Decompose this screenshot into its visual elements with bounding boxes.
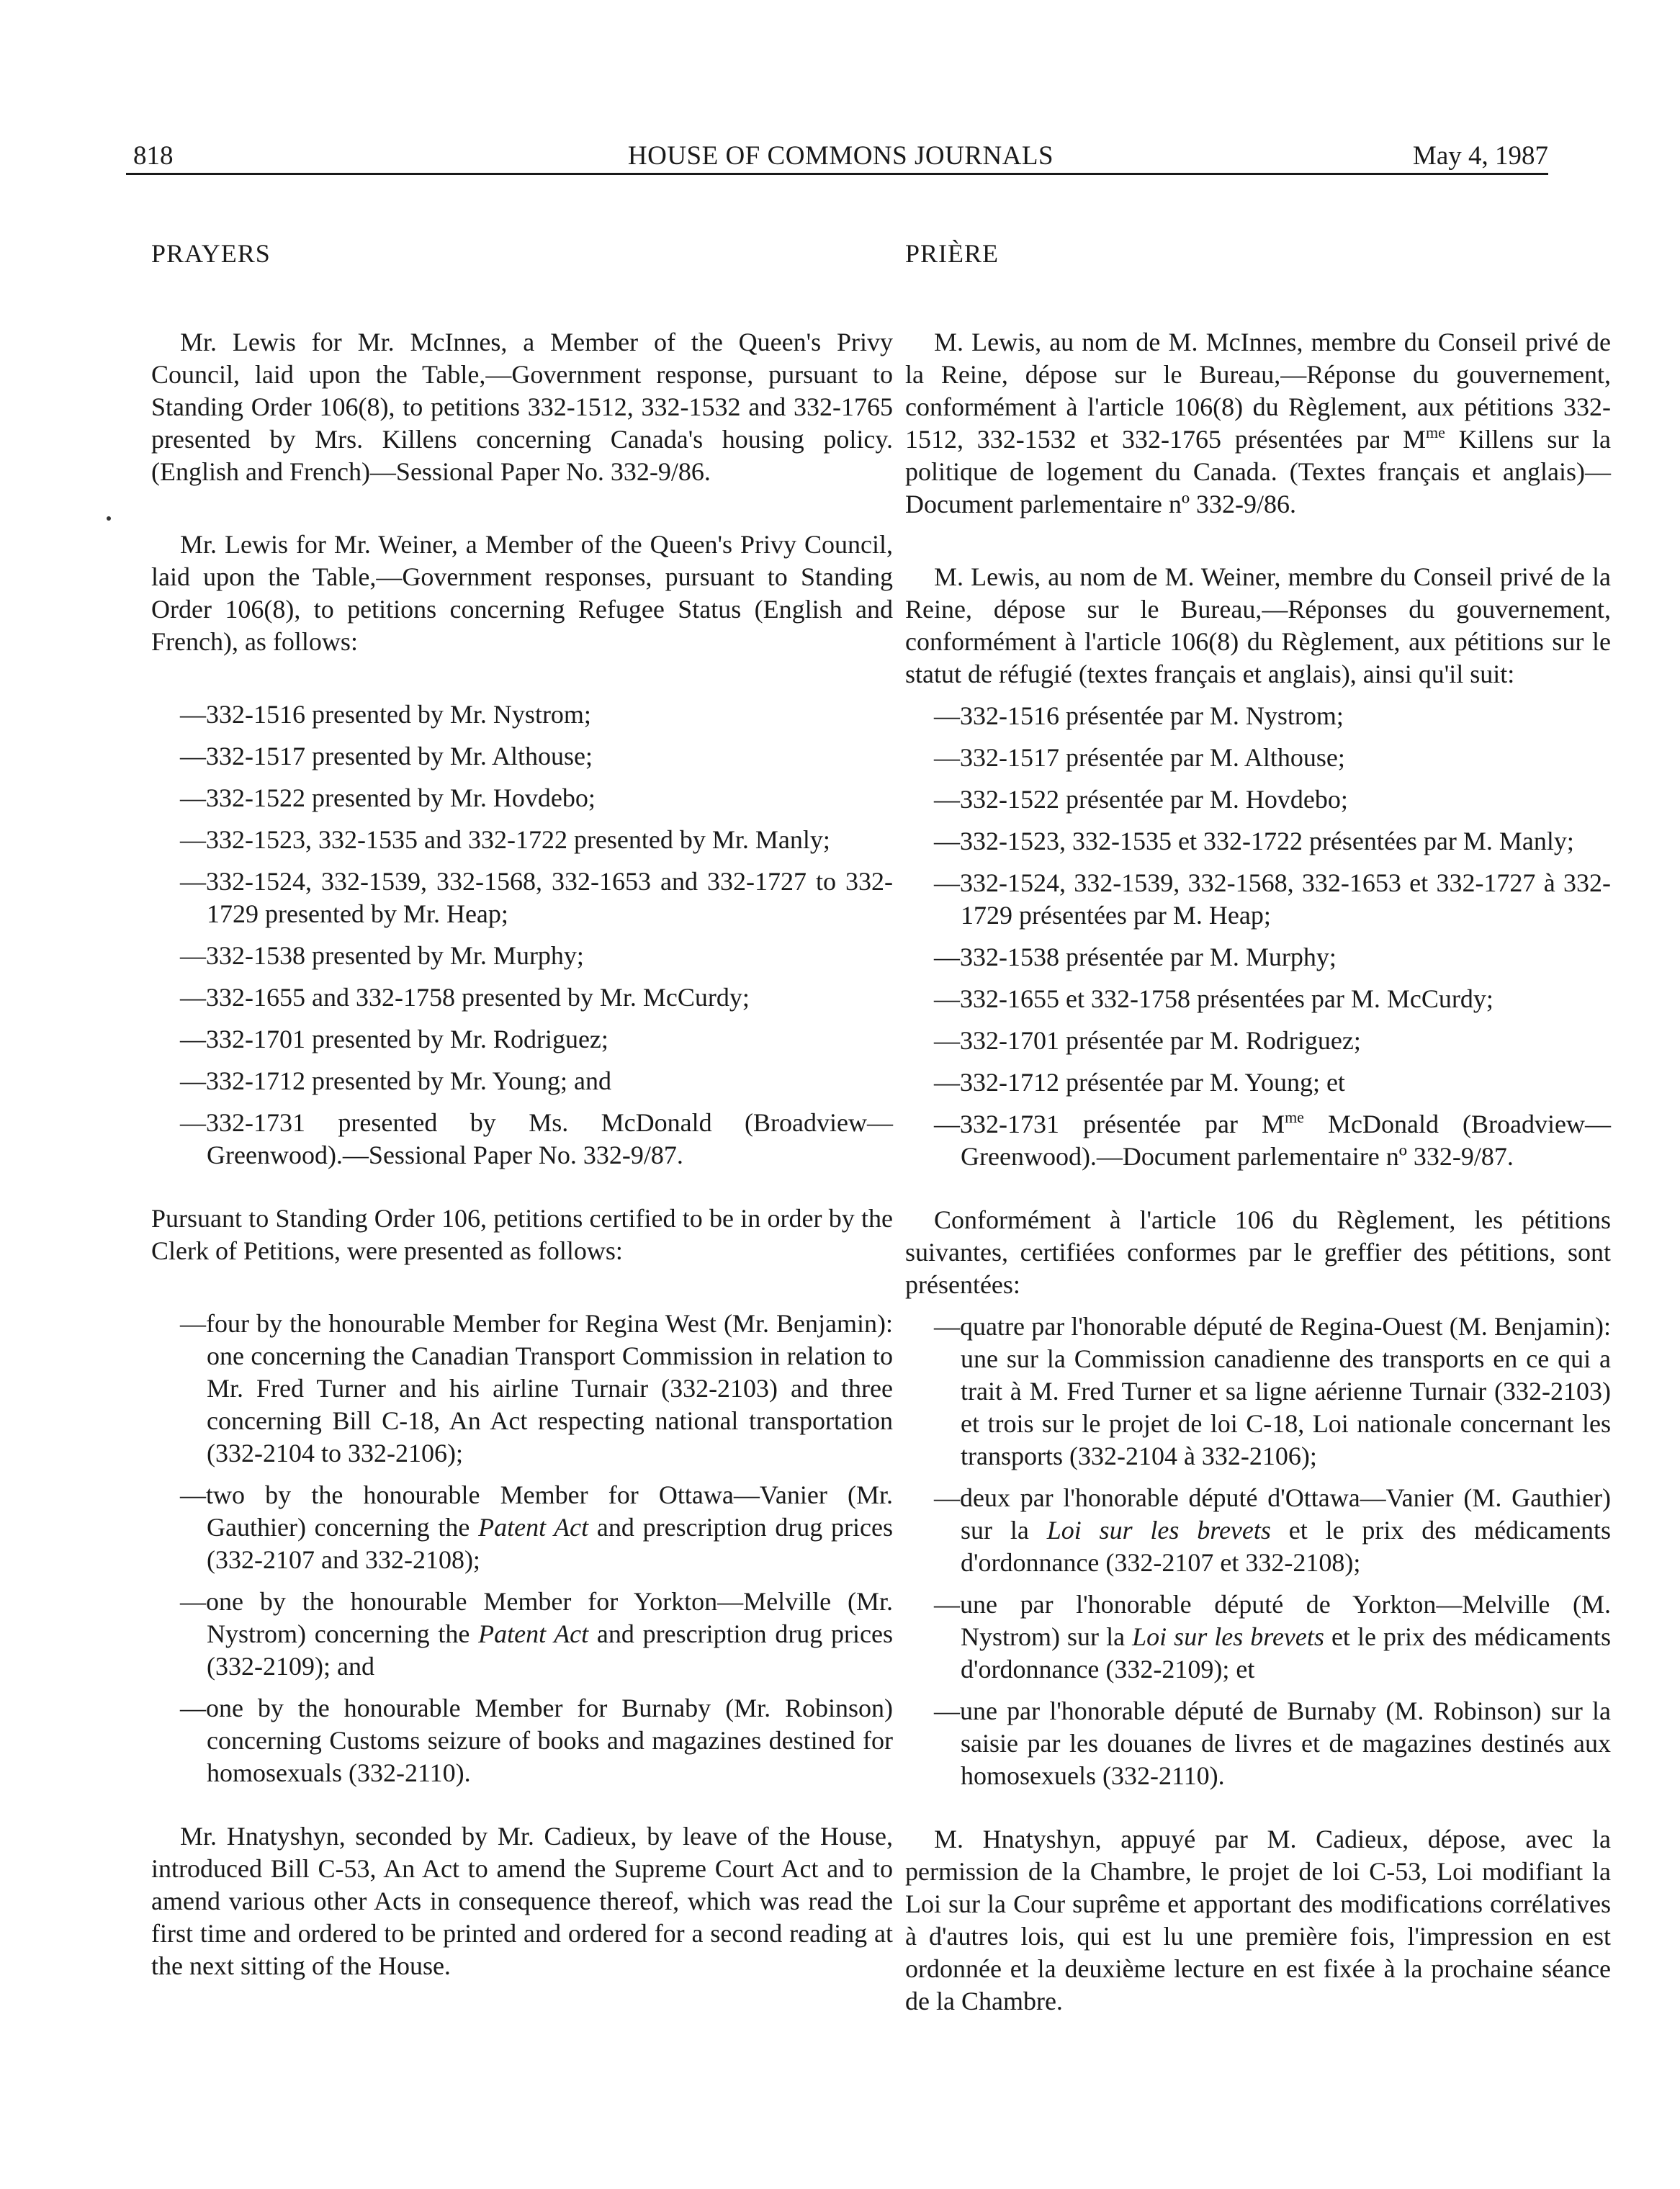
french-column: [905, 238, 1611, 2018]
list-item: —332-1701 presented by Mr. Rodriguez;: [180, 1025, 608, 1053]
item-text: —two by the honourable Member for Ottawa—Vanier (Mr. Gauthier) concerning the: [180, 1480, 893, 1542]
journal-date: May 4, 1987: [1412, 141, 1548, 171]
list-item: —332-1538 présentée par M. Murphy;: [934, 943, 1337, 971]
item-text: and prescription drug prices (332-2109); and: [207, 1619, 894, 1681]
item-text: and prescription drug prices (332-2107 and 332-2108);: [207, 1513, 894, 1574]
page-header: [133, 138, 1548, 174]
list-item: [151, 1586, 893, 1683]
para1-start: M. Lewis, au nom de M. McInnes, membre du Conseil privé de la Reine, dépose sur le Bureau,—Réponse du gouvernement, conformément à l'article 106(8) du Règlement, aux pétitions 332-1512, 332-1532 et 332-1765 présentées par M: [905, 328, 1611, 454]
list-item: —332-1701 présentée par M. Rodriguez;: [934, 1026, 1361, 1055]
list-item: —332-1523, 332-1535 and 332-1722 presented by Mr. Manly;: [180, 825, 830, 854]
last-petition-end: McDonald (Broadview—Greenwood).—Document parlementaire nº 332-9/87.: [961, 1110, 1611, 1171]
presented-petition-list: [151, 1308, 893, 1789]
list-item: —332-1517 presented by Mr. Althouse;: [180, 742, 593, 770]
bill-c53-paragraph: Mr. Hnatyshyn, seconded by Mr. Cadieux, by leave of the House, introduced Bill C-53, An Act to amend the Supreme Court Act and to amend various other Acts in consequence thereof, which was read the first time and ordered to be printed and ordered for a second reading at the next sitting of the House.: [151, 1822, 893, 1980]
housing-response-paragraph: Mr. Lewis for Mr. McInnes, a Member of the Queen's Privy Council, laid upon the Table,—Government response, pursuant to Standing Order 106(8), to petitions 332-1512, 332-1532 and 332-1765 presented by Mrs. Killens concerning Canada's housing policy. (English and French)—Sessional Paper No. 332-9/86.: [151, 328, 893, 486]
header-rule: [126, 173, 1548, 175]
refugee-response-paragraph: Mr. Lewis for Mr. Weiner, a Member of the Queen's Privy Council, laid upon the Table,—Government responses, pursuant to Standing Order 106(8), to petitions concerning Refugee Status (English and French), as follows:: [151, 530, 893, 656]
list-item: [151, 1479, 893, 1576]
italic-title: Patent Act: [478, 1513, 589, 1542]
list-item: —332-1655 et 332-1758 présentées par M. McCurdy;: [934, 984, 1493, 1013]
list-item: —332-1522 presented by Mr. Hovdebo;: [180, 783, 596, 812]
presented-petition-list-fr: [905, 1311, 1611, 1792]
housing-response-paragraph-fr: [905, 326, 1611, 521]
list-item: —332-1524, 332-1539, 332-1568, 332-1653 and 332-1727 to 332-1729 presented by Mr. Heap;: [180, 867, 893, 928]
list-item: —332-1516 presented by Mr. Nystrom;: [180, 700, 591, 729]
english-column: [151, 238, 893, 1982]
refugee-petition-list-fr: [905, 700, 1611, 1099]
item-text: —une par l'honorable député de Burnaby (M. Robinson) sur la saisie par les douanes de livres et de magazines destinés aux homosexuels (332-2110).: [934, 1696, 1611, 1790]
refugee-response-paragraph-fr: M. Lewis, au nom de M. Weiner, membre du Conseil privé de la Reine, dépose sur le Bureau,—Réponses du gouvernement, conformément à l'article 106(8) du Règlement, aux pétitions sur le statut de réfugié (textes français et anglais), ainsi qu'il suit:: [905, 562, 1611, 688]
list-item: —332-1522 présentée par M. Hovdebo;: [934, 785, 1348, 814]
italic-title: Loi sur les brevets: [1046, 1516, 1271, 1545]
list-item: [905, 1482, 1611, 1579]
prayers-heading: PRAYERS: [151, 239, 271, 268]
list-item: —332-1524, 332-1539, 332-1568, 332-1653 et 332-1727 à 332-1729 présentées par M. Heap;: [934, 868, 1611, 930]
journal-title: HOUSE OF COMMONS JOURNALS: [627, 141, 1054, 171]
item-text: et le prix des médicaments d'ordonnance (332-2107 et 332-2108);: [961, 1516, 1612, 1577]
item-text: —deux par l'honorable député d'Ottawa—Vanier (M. Gauthier) sur la: [934, 1483, 1611, 1545]
list-item: —332-1517 présentée par M. Althouse;: [934, 743, 1345, 772]
para1-sup: me: [1426, 423, 1445, 441]
item-text: —four by the honourable Member for Regina West (Mr. Benjamin): one concerning the Canadian Transport Commission in relation to Mr. Fred Turner and his airline Turnair (332-2103) and three concerning Bill C-18, An Act respecting national transportation (332-2104 to 332-2106);: [180, 1309, 893, 1467]
item-text: —quatre par l'honorable député de Regina-Ouest (M. Benjamin): une sur la Commission canadienne des transports en ce qui a trait à M. Fred Turner et sa ligne aérienne Turnair (332-2103) et trois sur le projet de loi C-18, Loi nationale concernant les transports (332-2104 à 332-2106);: [934, 1312, 1611, 1470]
page-number: 818: [133, 141, 174, 171]
last-petition-sup: me: [1285, 1108, 1304, 1126]
para1-end: Killens sur la politique de logement du Canada. (Textes français et anglais)—Document parlementaire nº 332-9/86.: [905, 425, 1611, 518]
list-item: —332-1712 presented by Mr. Young; and: [180, 1066, 611, 1095]
refugee-petition-last-fr: [905, 1108, 1611, 1173]
list-item: —332-1712 présentée par M. Young; et: [934, 1068, 1345, 1097]
list-item: [151, 1692, 893, 1789]
list-item: [905, 1311, 1611, 1473]
list-item: [905, 1108, 1611, 1173]
item-text: —one by the honourable Member for Burnaby (Mr. Robinson) concerning Customs seizure of books and magazines destined for homosexuals (332-2110).: [180, 1694, 893, 1787]
refugee-petition-list: [151, 698, 893, 1172]
petitions-intro-paragraph-fr: Conformément à l'article 106 du Règlement, les pétitions suivantes, certifiées conformes par le greffier des pétitions, sont présentées:: [905, 1205, 1611, 1299]
margin-speck: [107, 516, 111, 521]
item-text: et le prix des médicaments d'ordonnance (332-2109); et: [961, 1622, 1612, 1684]
italic-title: Loi sur les brevets: [1132, 1622, 1324, 1651]
list-item: —332-1516 présentée par M. Nystrom;: [934, 701, 1344, 730]
petitions-intro-paragraph: Pursuant to Standing Order 106, petitions certified to be in order by the Clerk of Petitions, were presented as follows:: [151, 1204, 893, 1265]
item-text: —one by the honourable Member for Yorkton—Melville (Mr. Nystrom) concerning the: [180, 1587, 893, 1648]
list-item: [151, 1308, 893, 1470]
list-item: —332-1731 presented by Ms. McDonald (Broadview—Greenwood).—Sessional Paper No. 332-9/87.: [180, 1108, 893, 1169]
list-item: —332-1655 and 332-1758 presented by Mr. McCurdy;: [180, 983, 750, 1012]
last-petition-start: —332-1731 présentée par M: [934, 1110, 1285, 1138]
bill-c53-paragraph-fr: M. Hnatyshyn, appuyé par M. Cadieux, dépose, avec la permission de la Chambre, le projet de loi C-53, Loi modifiant la Loi sur la Cour suprême et apportant des modifications corrélatives à d'autres lois, qui est lu une première fois, l'impression en est ordonnée et la deuxième lecture en est fixée à la prochaine séance de la Chambre.: [905, 1825, 1611, 2015]
italic-title: Patent Act: [478, 1619, 589, 1648]
item-text: —une par l'honorable député de Yorkton—Melville (M. Nystrom) sur la: [934, 1590, 1611, 1651]
list-item: —332-1538 presented by Mr. Murphy;: [180, 941, 584, 970]
list-item: —332-1523, 332-1535 et 332-1722 présentées par M. Manly;: [934, 827, 1574, 855]
list-item: [905, 1588, 1611, 1686]
priere-heading: PRIÈRE: [905, 239, 1000, 268]
list-item: [905, 1695, 1611, 1792]
